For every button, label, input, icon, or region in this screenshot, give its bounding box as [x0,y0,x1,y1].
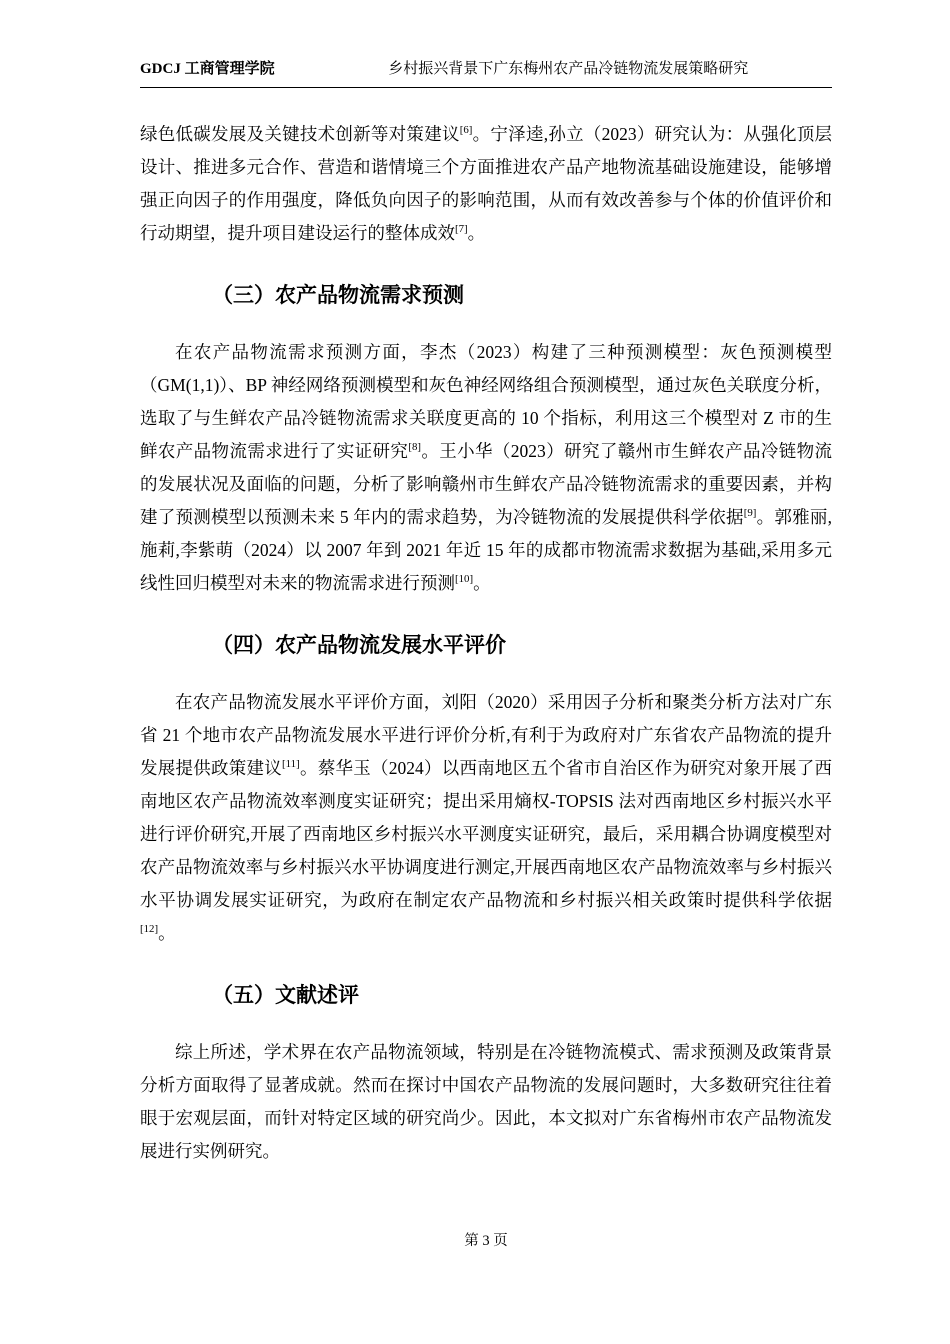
paragraph-literature-review [140,1036,832,1168]
citation-superscript: [9] [743,506,757,519]
paragraph-level-evaluation [140,686,832,950]
page-number: 第 3 页 [464,1233,508,1249]
paragraph-demand-forecast [140,336,832,600]
citation-superscript: [10] [455,572,474,585]
text-run: 。 [467,222,486,243]
section-heading-five: （五）文献述评 [212,983,359,1007]
citation-superscript: [8] [408,440,421,453]
header-thesis-title: 乡村振兴背景下广东梅州农产品冷链物流发展策略研究 [388,61,749,77]
document-body [140,118,832,1168]
header-department: GDCJ 工商管理学院 [140,61,275,77]
citation-superscript: [12] [140,922,159,935]
text-run: 综上所述，学术界在农产品物流领域，特别是在冷链物流模式、需求预测及政策背景分析方面取得了显著成就。然而在探讨中国农产品物流的发展问题时，大多数研究往往着眼于宏观层面，而针对特定区域的研究尚少。因此，本文拟对广东省梅州市农产品物流发展进行实例研究。 [140,1041,832,1161]
text-run: 。郭雅丽,施莉,李紫萌（2024）以 2007 年到 2021 年近 15 年的成都市物流需求数据为基础,采用多元线性回归模型对未来的物流需求进行预测 [140,506,833,593]
page-header [140,60,832,88]
page-footer [140,1229,832,1250]
citation-superscript: [6] [459,123,473,136]
citation-superscript: [7] [455,222,468,235]
paragraph-intro-continuation [140,118,832,250]
text-run: 。 [158,922,176,943]
section-heading-three: （三）农产品物流需求预测 [212,283,464,307]
text-run: 。蔡华玉（2024）以西南地区五个省市自治区作为研究对象开展了西南地区农产品物流效率测度实证研究；提出采用熵权-TOPSIS 法对西南地区乡村振兴水平进行评价研究,开展了西南地区乡村振兴水平测度实证研究，最后，采用耦合协调度模型对农产品物流效率与乡村振兴水平协调度进行测定,开展西南地区农产品物流效率与乡村振兴水平协调发展实证研究，为政府在制定农产品物流和乡村振兴相关政策时提供科学依据 [140,757,833,910]
text-run: 在农产品物流发展水平评价方面，刘阳（2020）采用因子分析和聚类分析方法对广东省 21 个地市农产品物流发展水平进行评价分析,有利于为政府对广东省农产品物流的提升发展提供政策建议 [140,691,832,778]
text-run: 。宁泽逵,孙立（2023）研究认为：从强化顶层设计、推进多元合作、营造和谐情境三个方面推进农产品产地物流基础设施建设，能够增强正向因子的作用强度，降低负向因子的影响范围，从而有效改善参与个体的价值评价和行动期望，提升项目建设运行的整体成效 [140,123,833,243]
text-run: 。王小华（2023）研究了赣州市生鲜农产品冷链物流的发展状况及面临的问题，分析了影响赣州市生鲜农产品冷链物流需求的重要因素，并构建了预测模型以预测未来 5 年内的需求趋势，为冷链物流的发展提供科学依据 [140,440,833,527]
text-run: 。 [473,572,491,593]
text-run: 绿色低碳发展及关键技术创新等对策建议 [140,123,460,144]
section-heading-four: （四）农产品物流发展水平评价 [212,633,506,657]
text-run: 在农产品物流需求预测方面，李杰（2023）构建了三种预测模型：灰色预测模型（GM(1,1)）、BP 神经网络预测模型和灰色神经网络组合预测模型，通过灰色关联度分析，选取了与生鲜农产品冷链物流需求关联度更高的 10 个指标，利用这三个模型对 Z 市的生鲜农产品物流需求进行了实证研究 [140,341,832,461]
citation-superscript: [11] [282,757,300,770]
